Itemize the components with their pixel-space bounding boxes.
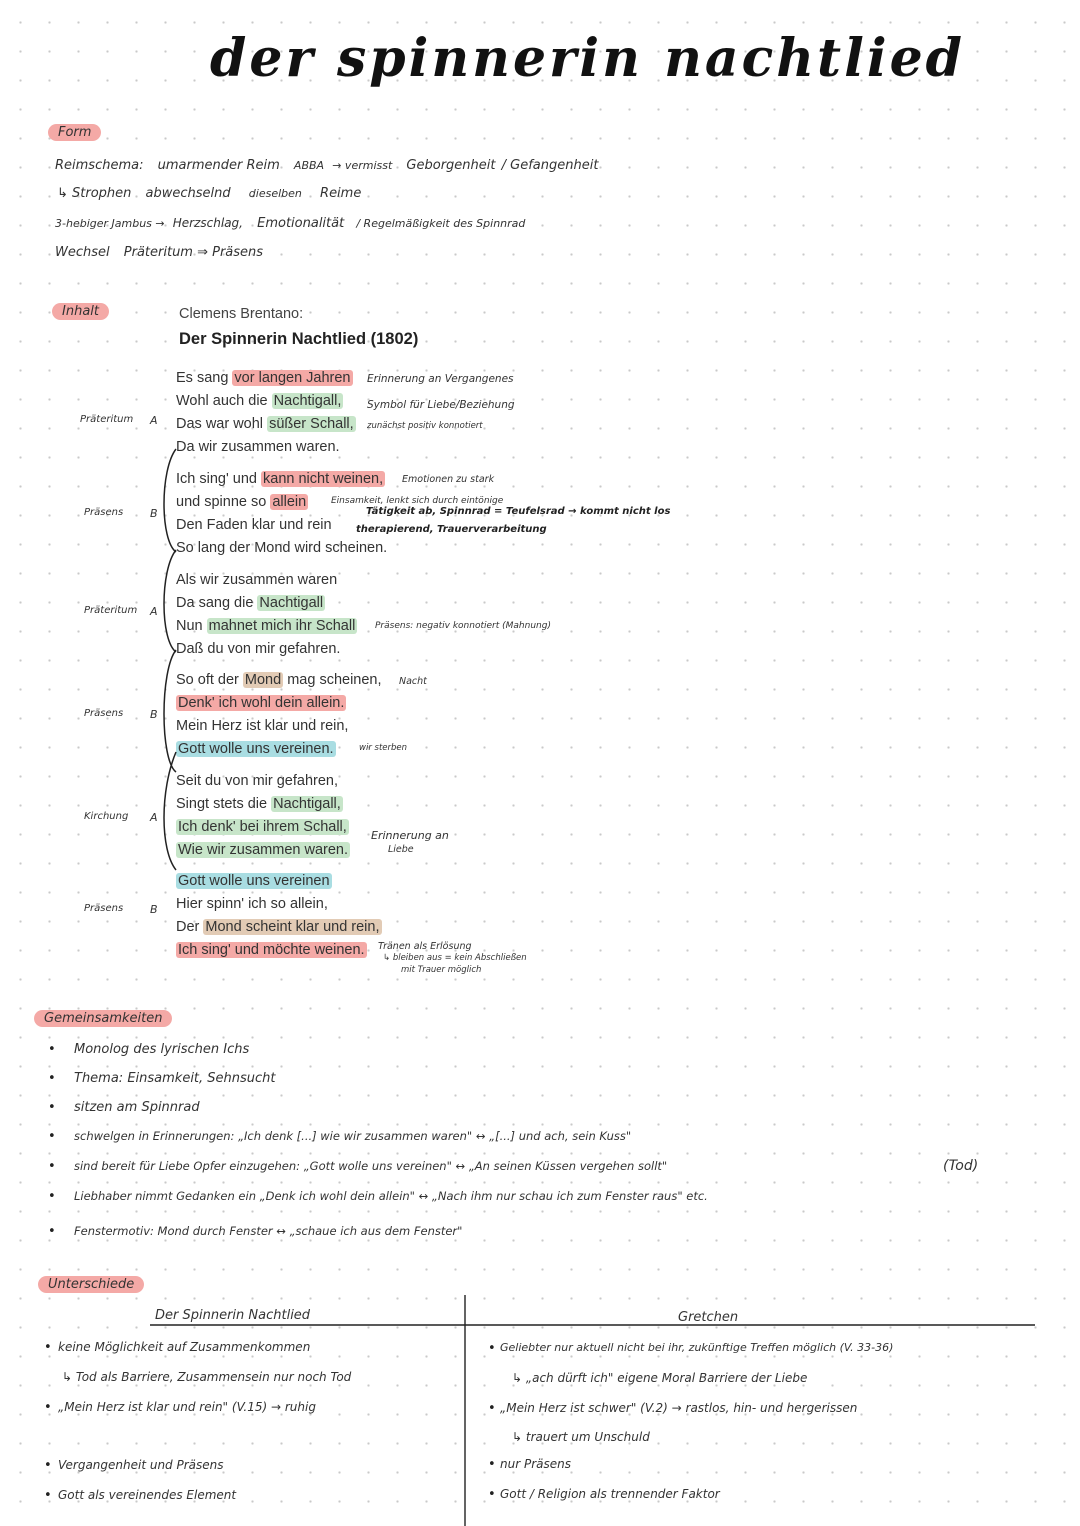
- bullet-icon: •: [44, 1488, 52, 1503]
- stanza-alternating: abwechselnd: [145, 186, 231, 201]
- unterschiede-tag: Unterschiede: [38, 1276, 144, 1293]
- gemeinsamkeit-item: schwelgen in Erinnerungen: „Ich denk [...] wie wir zusammen waren" ↔ „[...] und ach, sein Kuss": [74, 1129, 632, 1143]
- poem-line-highlight: allein: [272, 494, 307, 510]
- difference-left-item: keine Möglichkeit auf Zusammenkommen: [58, 1340, 311, 1354]
- poem-line-text: Ich sing' und: [176, 471, 261, 487]
- note-therapy: therapierend, Trauerverarbeitung: [356, 524, 547, 535]
- poem-line-text: und spinne so: [176, 494, 271, 510]
- note-night: Nacht: [399, 676, 427, 687]
- poem-line-highlight: mahnet mich ihr Schall: [208, 618, 356, 634]
- gemeinsamkeit-item: sind bereit für Liebe Opfer einzugehen: „Gott wolle uns vereinen" ↔ „An seinen Küssen vergehen sollt": [74, 1159, 668, 1173]
- note-tod: (Tod): [943, 1158, 979, 1174]
- note-love-memory-b: Liebe: [388, 844, 414, 855]
- bullet-icon: •: [48, 1129, 56, 1144]
- gemeinsamkeit-item: sitzen am Spinnrad: [74, 1100, 200, 1115]
- poem-line-highlight: Denk' ich wohl dein allein.: [178, 695, 345, 711]
- note-death: wir sterben: [359, 743, 408, 753]
- stanza-tense-label: Kirchung: [84, 811, 129, 822]
- difference-left-item: Vergangenheit und Präsens: [58, 1458, 224, 1472]
- bullet-icon: •: [48, 1224, 56, 1239]
- poem-title: Der Spinnerin Nachtlied (1802): [179, 330, 419, 348]
- stanza-rhyme-scheme: A: [150, 605, 158, 618]
- stanza-rhymes: Reime: [320, 186, 362, 201]
- poem-line-highlight: Mond scheint klar und rein,: [205, 919, 380, 935]
- poem-line-highlight: vor langen Jahren: [234, 370, 351, 386]
- difference-right-item: ↳ „ach dürft ich" eigene Moral Barriere der Liebe: [512, 1371, 808, 1385]
- stanza-rhyme-scheme: B: [150, 507, 158, 520]
- poem-line-text: Da sang die: [176, 595, 258, 611]
- stanza-tense-label: Präsens: [84, 708, 124, 719]
- poem-line-highlight: Ich sing' und möchte weinen.: [178, 942, 365, 958]
- bullet-icon: •: [488, 1457, 496, 1472]
- stanza-tense-label: Präteritum: [84, 605, 138, 616]
- note-positive: zunächst positiv konnotiert: [367, 421, 483, 431]
- bullet-icon: •: [488, 1341, 496, 1356]
- poem-line-highlight: Nachtigall,: [273, 393, 342, 409]
- meter-regularity: / Regelmäßigkeit des Spinnrad: [356, 217, 526, 230]
- difference-left-item: ↳ Tod als Barriere, Zusammensein nur noch Tod: [62, 1370, 352, 1384]
- note-tears-a: Tränen als Erlösung: [378, 941, 472, 952]
- poem-line-text: Da wir zusammen waren.: [176, 439, 340, 455]
- note-symbol: Symbol für Liebe/Beziehung: [367, 399, 515, 411]
- stanza-rhyme-scheme: B: [150, 903, 158, 916]
- gemeinsamkeit-item: Thema: Einsamkeit, Sehnsucht: [74, 1071, 276, 1086]
- stanza-same: dieselben: [248, 187, 302, 200]
- gemeinsamkeit-item: Monolog des lyrischen Ichs: [74, 1042, 250, 1057]
- stanza-rhyme-scheme: B: [150, 708, 158, 721]
- tense-change: Präteritum ⇒ Präsens: [123, 245, 264, 260]
- bullet-icon: •: [44, 1400, 52, 1415]
- poem-line-text: Es sang: [176, 370, 233, 386]
- difference-right-item: Geliebter nur aktuell nicht bei ihr, zukünftige Treffen möglich (V. 33-36): [500, 1341, 894, 1354]
- rhyme-label: Reimschema:: [55, 158, 144, 173]
- poem-line-text: So oft der: [176, 672, 243, 688]
- poem-line-highlight: Gott wolle uns vereinen: [178, 873, 330, 889]
- poem-line-text: Als wir zusammen waren: [176, 572, 338, 588]
- poem-line-highlight: Nachtigall,: [273, 796, 341, 812]
- poem-line-text: Mein Herz ist klar und rein,: [176, 718, 349, 734]
- bullet-icon: •: [48, 1159, 56, 1174]
- rhyme-type: umarmender Reim: [157, 158, 280, 173]
- bullet-icon: •: [488, 1401, 496, 1416]
- poem-line-text: Singt stets die: [176, 796, 272, 812]
- difference-right-item: „Mein Herz ist schwer" (V.2) → rastlos, hin- und hergerissen: [500, 1401, 858, 1415]
- note-loneliness-b: Tätigkeit ab, Spinnrad = Teufelsrad → kommt nicht los: [366, 506, 671, 517]
- stanza-label: ↳ Strophen: [57, 186, 132, 201]
- poem-line-text: Wohl auch die: [176, 393, 272, 409]
- rhyme-scheme: ABBA: [293, 159, 325, 172]
- poem-line-text: mag scheinen,: [283, 672, 382, 688]
- meter-label: 3-hebiger Jambus →: [55, 217, 165, 230]
- gemeinsamkeiten-tag: Gemeinsamkeiten: [34, 1010, 172, 1027]
- bullet-icon: •: [44, 1458, 52, 1473]
- difference-left-item: „Mein Herz ist klar und rein" (V.15) → ruhig: [58, 1400, 316, 1414]
- note-negative: Präsens: negativ konnotiert (Mahnung): [375, 621, 551, 631]
- meter-emotion: Emotionalität: [257, 216, 345, 231]
- note-memory: Erinnerung an Vergangenes: [367, 373, 514, 385]
- poem-line-highlight: Mond: [244, 672, 282, 688]
- poem-line-text: Den Faden klar und rein: [176, 517, 332, 533]
- difference-right-item: Gott / Religion als trennender Faktor: [500, 1487, 720, 1501]
- gemeinsamkeit-item: Liebhaber nimmt Gedanken ein „Denk ich wohl dein allein" ↔ „Nach ihm nur schau ich zum Fenster raus" etc.: [74, 1189, 708, 1203]
- poem-line-text: Seit du von mir gefahren,: [176, 773, 339, 789]
- bracket-1: [164, 449, 176, 552]
- difference-left-item: Gott als vereinendes Element: [58, 1488, 237, 1502]
- page-title: der spinnerin nachtlied: [210, 28, 966, 89]
- note-emotions: Emotionen zu stark: [402, 474, 495, 485]
- poem-line-text: So lang der Mond wird scheinen.: [176, 540, 388, 556]
- stanza-tense-label: Präsens: [84, 903, 124, 914]
- poem-line-highlight: Gott wolle uns vereinen.: [178, 741, 334, 757]
- rhyme-captive: / Gefangenheit: [501, 158, 599, 173]
- poem-line-highlight: süßer Schall,: [269, 416, 354, 432]
- difference-right-item: ↳ trauert um Unschuld: [512, 1430, 650, 1444]
- bullet-icon: •: [488, 1487, 496, 1502]
- stanza-rhyme-scheme: A: [150, 414, 158, 427]
- left-column-header: Der Spinnerin Nachtlied: [155, 1308, 311, 1323]
- poem-line-text: Das war wohl: [176, 416, 268, 432]
- bullet-icon: •: [48, 1189, 56, 1204]
- form-tag: Form: [48, 124, 101, 141]
- stanza-tense-label: Präsens: [84, 507, 124, 518]
- bullet-icon: •: [48, 1071, 56, 1086]
- poem-line-text: Hier spinn' ich so allein,: [176, 896, 328, 912]
- bullet-icon: •: [44, 1340, 52, 1355]
- poem-line-highlight: Ich denk' bei ihrem Schall,: [178, 819, 347, 835]
- poem-line-highlight: Wie wir zusammen waren.: [178, 842, 349, 858]
- poem-author: Clemens Brentano:: [179, 306, 304, 322]
- note-love-memory-a: Erinnerung an: [371, 829, 449, 842]
- bracket-2: [164, 550, 176, 652]
- poem-line-text: Daß du von mir gefahren.: [176, 641, 341, 657]
- bullet-icon: •: [48, 1100, 56, 1115]
- poem-line-highlight: kann nicht weinen,: [263, 471, 384, 487]
- stanza-rhyme-scheme: A: [150, 811, 158, 824]
- poem-line-highlight: Nachtigall: [259, 595, 324, 611]
- poem-line-text: Der: [176, 919, 204, 935]
- tense-label: Wechsel: [55, 245, 110, 260]
- note-loneliness-a: Einsamkeit, lenkt sich durch eintönige: [331, 496, 504, 506]
- rhyme-security: Geborgenheit: [406, 158, 496, 173]
- inhalt-tag: Inhalt: [52, 303, 109, 320]
- gemeinsamkeit-item: Fenstermotiv: Mond durch Fenster ↔ „schaue ich aus dem Fenster": [74, 1224, 463, 1238]
- bullet-icon: •: [48, 1042, 56, 1057]
- meter-heartbeat: Herzschlag,: [172, 216, 243, 230]
- bracket-3: [164, 650, 176, 772]
- note-tears-b: ↳ bleiben aus = kein Abschließen: [383, 953, 527, 963]
- right-column-header: Gretchen: [678, 1310, 739, 1325]
- rhyme-arrow: → vermisst: [332, 159, 393, 172]
- difference-right-item: nur Präsens: [500, 1457, 571, 1471]
- note-tears-c: mit Trauer möglich: [401, 965, 482, 975]
- poem-line-text: Nun: [176, 618, 207, 634]
- stanza-tense-label: Präteritum: [80, 414, 134, 425]
